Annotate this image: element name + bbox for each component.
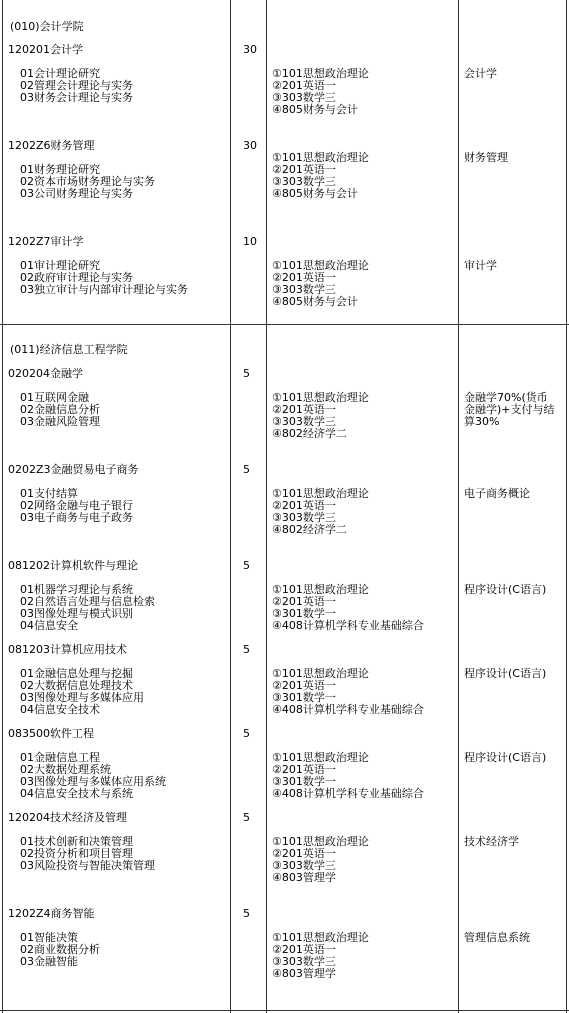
exam-item: ①101思想政治理论: [272, 259, 369, 272]
retest-subject: [464, 392, 555, 428]
retest-item: 金融学70%(货币: [464, 391, 548, 404]
direction-item: 01审计理论研究: [20, 259, 100, 272]
retest-item: 财务管理: [464, 151, 508, 164]
exam-item: ②201英语一: [272, 763, 336, 776]
column-divider: [230, 0, 231, 1013]
major-code-name: 1202Z4商务智能: [8, 907, 95, 920]
major-quota: 5: [243, 811, 250, 824]
table-border-right: [566, 0, 567, 1013]
retest-item: 程序设计(C语言): [464, 667, 547, 680]
research-directions: [20, 164, 155, 200]
retest-subject: [464, 260, 497, 272]
exam-item: ②201英语一: [272, 271, 336, 284]
exam-item: ③303数学三: [272, 511, 336, 524]
direction-item: 02管理会计理论与实务: [20, 79, 133, 92]
retest-item: 算30%: [464, 415, 500, 428]
direction-item: 01互联网金融: [20, 391, 89, 404]
retest-subject: [464, 932, 530, 944]
exam-item: ③303数学三: [272, 859, 336, 872]
research-directions: [20, 836, 155, 872]
direction-item: 01机器学习理论与系统: [20, 583, 133, 596]
exam-item: ①101思想政治理论: [272, 751, 369, 764]
exam-item: ④802经济学二: [272, 523, 347, 536]
exam-item: ①101思想政治理论: [272, 667, 369, 680]
exam-item: ④805财务与会计: [272, 187, 358, 200]
exam-subjects: [272, 932, 369, 980]
major-quota: 5: [243, 559, 250, 572]
research-directions: [20, 584, 155, 632]
direction-item: 03独立审计与内部审计理论与实务: [20, 283, 188, 296]
exam-item: ①101思想政治理论: [272, 67, 369, 80]
direction-item: 03金融风险管理: [20, 415, 100, 428]
research-directions: [20, 752, 166, 800]
major-quota: 30: [243, 139, 257, 152]
exam-subjects: [272, 488, 369, 536]
column-divider: [266, 0, 267, 1013]
research-directions: [20, 668, 144, 716]
retest-item: 技术经济学: [464, 835, 519, 848]
direction-item: 01金融信息处理与挖掘: [20, 667, 133, 680]
exam-subjects: [272, 68, 369, 116]
retest-item: 程序设计(C语言): [464, 583, 547, 596]
major-quota: 10: [243, 235, 257, 248]
retest-subject: [464, 584, 546, 596]
exam-item: ④803管理学: [272, 871, 336, 884]
exam-item: ②201英语一: [272, 163, 336, 176]
major-code-name: 0202Z3金融贸易电子商务: [8, 463, 139, 476]
research-directions: [20, 932, 100, 968]
direction-item: 03财务会计理论与实务: [20, 91, 133, 104]
direction-item: 04信息安全技术: [20, 703, 100, 716]
exam-item: ④408计算机学科专业基础综合: [272, 787, 424, 800]
retest-item: 电子商务概论: [464, 487, 530, 500]
major-code-name: 1202Z7审计学: [8, 235, 84, 248]
exam-item: ②201英语一: [272, 499, 336, 512]
college-heading: (010)会计学院: [10, 20, 84, 33]
major-code-name: 081202计算机软件与理论: [8, 559, 138, 572]
research-directions: [20, 488, 133, 524]
exam-subjects: [272, 260, 369, 308]
direction-item: 01支付结算: [20, 487, 78, 500]
direction-item: 04信息安全技术与系统: [20, 787, 133, 800]
direction-item: 04信息安全: [20, 619, 78, 632]
exam-item: ②201英语一: [272, 943, 336, 956]
table-border-bottom: [0, 1010, 569, 1011]
exam-item: ③303数学三: [272, 415, 336, 428]
direction-item: 02投资分析和项目管理: [20, 847, 133, 860]
exam-item: ①101思想政治理论: [272, 835, 369, 848]
major-quota: 5: [243, 463, 250, 476]
major-quota: 5: [243, 727, 250, 740]
major-code-name: 120204技术经济及管理: [8, 811, 127, 824]
section-divider: [0, 324, 569, 325]
exam-subjects: [272, 584, 424, 632]
exam-item: ①101思想政治理论: [272, 487, 369, 500]
direction-item: 02商业数据分析: [20, 943, 100, 956]
major-quota: 30: [243, 43, 257, 56]
table-border-left: [2, 0, 3, 1013]
college-heading: (011)经济信息工程学院: [10, 343, 128, 356]
major-code-name: 1202Z6财务管理: [8, 139, 95, 152]
exam-item: ④802经济学二: [272, 427, 347, 440]
exam-item: ③303数学三: [272, 955, 336, 968]
exam-item: ②201英语一: [272, 403, 336, 416]
exam-item: ④408计算机学科专业基础综合: [272, 703, 424, 716]
direction-item: 03图像处理与多媒体应用系统: [20, 775, 166, 788]
major-code-name: 120201会计学: [8, 43, 83, 56]
exam-item: ①101思想政治理论: [272, 931, 369, 944]
exam-item: ③303数学三: [272, 283, 336, 296]
direction-item: 02自然语言处理与信息检索: [20, 595, 155, 608]
retest-item: 金融学)+支付与结: [464, 403, 555, 416]
retest-item: 程序设计(C语言): [464, 751, 547, 764]
exam-subjects: [272, 752, 424, 800]
exam-item: ③301数学一: [272, 691, 336, 704]
exam-item: ②201英语一: [272, 79, 336, 92]
direction-item: 03公司财务理论与实务: [20, 187, 133, 200]
major-code-name: 081203计算机应用技术: [8, 643, 127, 656]
exam-subjects: [272, 152, 369, 200]
exam-item: ④805财务与会计: [272, 295, 358, 308]
direction-item: 02金融信息分析: [20, 403, 100, 416]
retest-item: 会计学: [464, 67, 497, 80]
exam-item: ②201英语一: [272, 847, 336, 860]
major-code-name: 020204金融学: [8, 367, 83, 380]
exam-item: ④805财务与会计: [272, 103, 358, 116]
exam-item: ③301数学一: [272, 775, 336, 788]
direction-item: 03风险投资与智能决策管理: [20, 859, 155, 872]
direction-item: 01会计理论研究: [20, 67, 100, 80]
direction-item: 01智能决策: [20, 931, 78, 944]
exam-subjects: [272, 392, 369, 440]
exam-item: ①101思想政治理论: [272, 583, 369, 596]
retest-item: 审计学: [464, 259, 497, 272]
column-divider: [458, 0, 459, 1013]
exam-item: ③303数学三: [272, 175, 336, 188]
direction-item: 01技术创新和决策管理: [20, 835, 133, 848]
exam-item: ④803管理学: [272, 967, 336, 980]
direction-item: 01财务理论研究: [20, 163, 100, 176]
retest-subject: [464, 488, 530, 500]
exam-item: ①101思想政治理论: [272, 391, 369, 404]
exam-subjects: [272, 836, 369, 884]
research-directions: [20, 260, 188, 296]
direction-item: 02大数据处理系统: [20, 763, 111, 776]
major-quota: 5: [243, 367, 250, 380]
exam-item: ③303数学三: [272, 91, 336, 104]
major-quota: 5: [243, 643, 250, 656]
direction-item: 02网络金融与电子银行: [20, 499, 133, 512]
direction-item: 02资本市场财务理论与实务: [20, 175, 155, 188]
retest-subject: [464, 836, 519, 848]
retest-subject: [464, 752, 546, 764]
direction-item: 03金融智能: [20, 955, 78, 968]
exam-item: ①101思想政治理论: [272, 151, 369, 164]
direction-item: 03电子商务与电子政务: [20, 511, 133, 524]
major-code-name: 083500软件工程: [8, 727, 94, 740]
exam-item: ③301数学一: [272, 607, 336, 620]
retest-subject: [464, 68, 497, 80]
exam-item: ②201英语一: [272, 679, 336, 692]
research-directions: [20, 68, 133, 104]
retest-subject: [464, 152, 508, 164]
direction-item: 01金融信息工程: [20, 751, 100, 764]
major-quota: 5: [243, 907, 250, 920]
exam-subjects: [272, 668, 424, 716]
retest-subject: [464, 668, 546, 680]
direction-item: 02政府审计理论与实务: [20, 271, 133, 284]
exam-item: ④408计算机学科专业基础综合: [272, 619, 424, 632]
direction-item: 03图像处理与多媒体应用: [20, 691, 144, 704]
retest-item: 管理信息系统: [464, 931, 530, 944]
research-directions: [20, 392, 100, 428]
direction-item: 03图像处理与模式识别: [20, 607, 133, 620]
exam-item: ②201英语一: [272, 595, 336, 608]
direction-item: 02大数据信息处理技术: [20, 679, 133, 692]
